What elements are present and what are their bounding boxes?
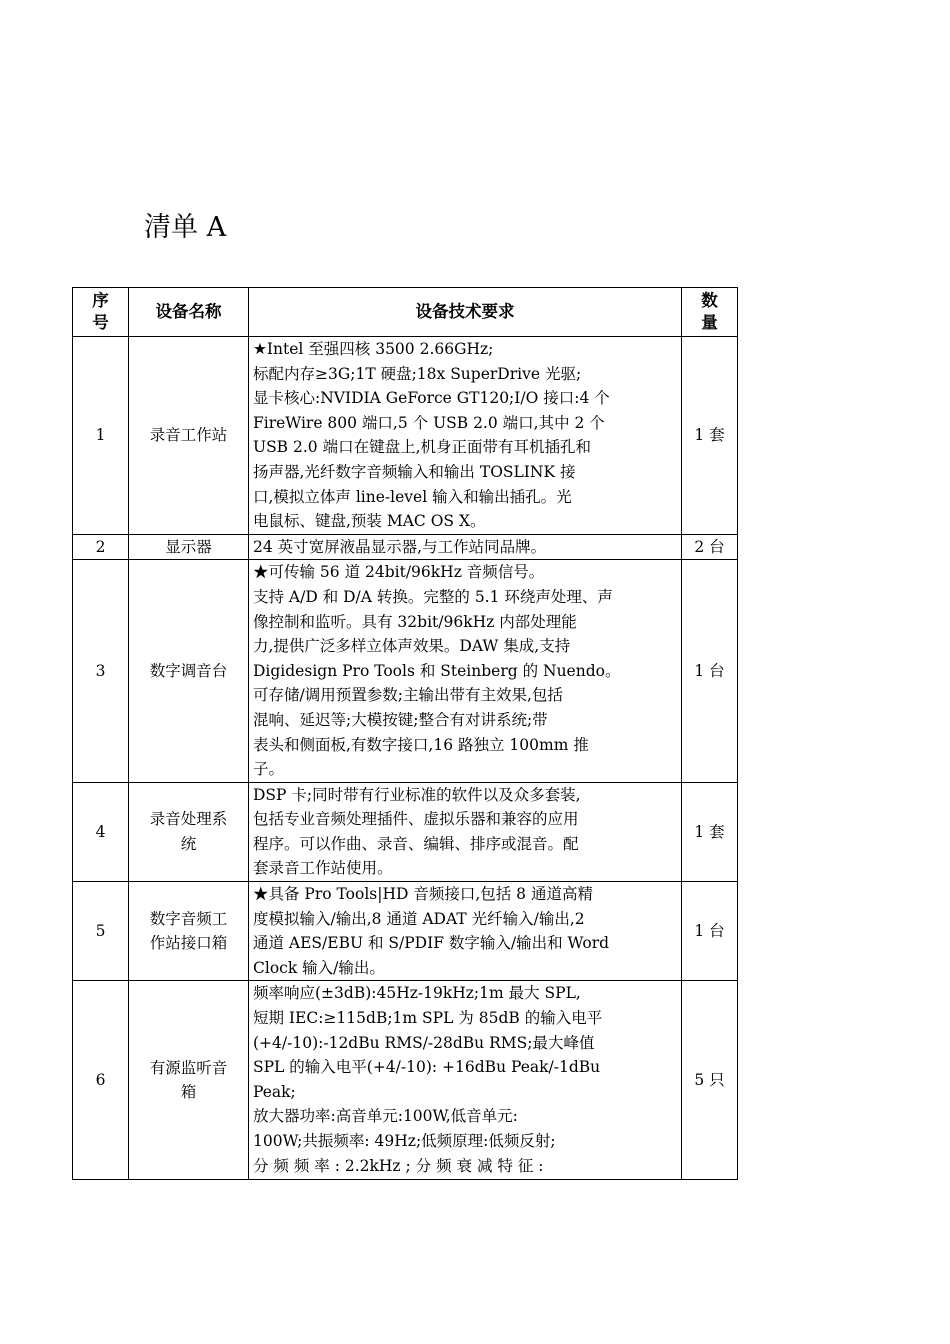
spec-line: 混响、延迟等;大模按键;整合有对讲系统;带 [253,710,548,729]
spec-line: 显卡核心:NVIDIA GeForce GT120;I/O 接口:4 个 [253,389,610,408]
name-line: 箱 [180,1083,197,1102]
spec-line: 电鼠标、键盘,预装 MAC OS X。 [253,512,486,531]
spec-line: 放大器功率:高音单元:100W,低音单元: [253,1107,518,1126]
header-qty-line1: 数 [701,291,718,310]
spec-line: 标配内存≥3G;1T 硬盘;18x SuperDrive 光驱; [253,364,582,383]
spec-line: 表头和侧面板,有数字接口,16 路独立 100mm 推 [253,735,589,754]
cell-no: 4 [73,782,129,881]
spec-line: FireWire 800 端口,5 个 USB 2.0 端口,其中 2 个 [253,413,605,432]
cell-name: 录音工作站 [129,337,249,535]
spec-line: Clock 输入/输出。 [253,958,385,977]
header-name: 设备名称 [129,288,249,337]
cell-no: 5 [73,882,129,981]
cell-name [129,882,249,981]
cell-no: 1 [73,337,129,535]
header-qty-line2: 量 [701,313,718,332]
header-no-line2: 号 [92,313,109,332]
name-line: 作站接口箱 [149,934,228,953]
spec-line: 通道 AES/EBU 和 S/PDIF 数字输入/输出和 Word [253,934,610,953]
spec-line: 频率响应(±3dB):45Hz-19kHz;1m 最大 SPL, [253,984,581,1003]
cell-qty: 1 套 [682,782,738,881]
cell-no: 3 [73,560,129,782]
spec-line: ★可传输 56 道 24bit/96kHz 音频信号。 [253,563,545,582]
spec-line: Peak; [253,1082,296,1101]
cell-name: 显示器 [129,534,249,560]
spec-line: 子。 [253,760,285,779]
spec-line: USB 2.0 端口在键盘上,机身正面带有耳机插孔和 [253,438,592,457]
cell-name [129,782,249,881]
spec-line: DSP 卡;同时带有行业标准的软件以及众多套装, [253,785,581,804]
cell-name [129,981,249,1180]
spec-line: 包括专业音频处理插件、虚拟乐器和兼容的应用 [253,810,579,829]
spec-clip [253,981,677,1179]
table-row [73,981,738,1180]
cell-name: 数字调音台 [129,560,249,782]
spec-line: 可存储/调用预置参数;主输出带有主效果,包括 [253,686,563,705]
spec-line: 像控制和监听。具有 32bit/96kHz 内部处理能 [253,612,577,631]
cell-spec [249,882,682,981]
table-row [73,534,738,560]
name-line: 录音处理系 [149,810,228,829]
spec-line: Digidesign Pro Tools 和 Steinberg 的 Nuendo。 [253,661,621,680]
cell-spec [249,534,682,560]
spec-line: 度模拟输入/输出,8 通道 ADAT 光纤输入/输出,2 [253,909,585,928]
list-title: 清单 A [144,212,227,243]
cell-qty: 2 台 [682,534,738,560]
spec-line: ★Intel 至强四核 3500 2.66GHz; [253,340,494,358]
cell-no: 2 [73,534,129,560]
header-spec: 设备技术要求 [249,288,682,337]
header-no-line1: 序 [92,291,109,310]
table-body [73,337,738,1180]
name-line: 有源监听音 [149,1058,228,1077]
name-line: 统 [180,834,197,853]
header-qty [682,288,738,337]
cell-spec [249,337,682,535]
spec-line: 分 频 频 率 : 2.2kHz ; 分 频 衰 减 特 征 : [253,1156,544,1175]
cell-qty: 1 台 [682,560,738,782]
cell-spec [249,560,682,782]
cell-qty: 1 套 [682,337,738,535]
name-line: 数字音频工 [149,909,228,928]
spec-line: 100W;共振频率: 49Hz;低频原理:低频反射; [253,1132,556,1150]
cell-qty: 5 只 [682,981,738,1180]
spec-line: 程序。可以作曲、录音、编辑、排序或混音。配 [253,834,579,853]
spec-line: 口,模拟立体声 line-level 输入和输出插孔。光 [253,487,572,506]
spec-line: 扬声器,光纤数字音频输入和输出 TOSLINK 接 [253,462,576,481]
spec-line: 短期 IEC:≥115dB;1m SPL 为 85dB 的输入电平 [253,1009,603,1028]
table-row [73,882,738,981]
spec-line: 套录音工作站使用。 [253,859,393,878]
cell-spec [249,981,682,1180]
equipment-table [72,287,738,1180]
spec-line: 24 英寸宽屏液晶显示器,与工作站同品牌。 [253,537,547,556]
cell-spec [249,782,682,881]
spec-line: SPL 的输入电平(+4/-10): +16dBu Peak/-1dBu [253,1058,601,1077]
cell-no: 6 [73,981,129,1180]
spec-line: ★具备 Pro Tools|HD 音频接口,包括 8 通道高精 [253,885,593,904]
cell-qty: 1 台 [682,882,738,981]
spec-line: (+4/-10):-12dBu RMS/-28dBu RMS;最大峰值 [253,1033,595,1052]
table-row [73,560,738,782]
table-row [73,337,738,535]
table-row [73,782,738,881]
table-header-row [73,288,738,337]
spec-line: 力,提供广泛多样立体声效果。DAW 集成,支持 [253,637,571,656]
spec-line: 支持 A/D 和 D/A 转换。完整的 5.1 环绕声处理、声 [253,587,613,606]
header-no [73,288,129,337]
